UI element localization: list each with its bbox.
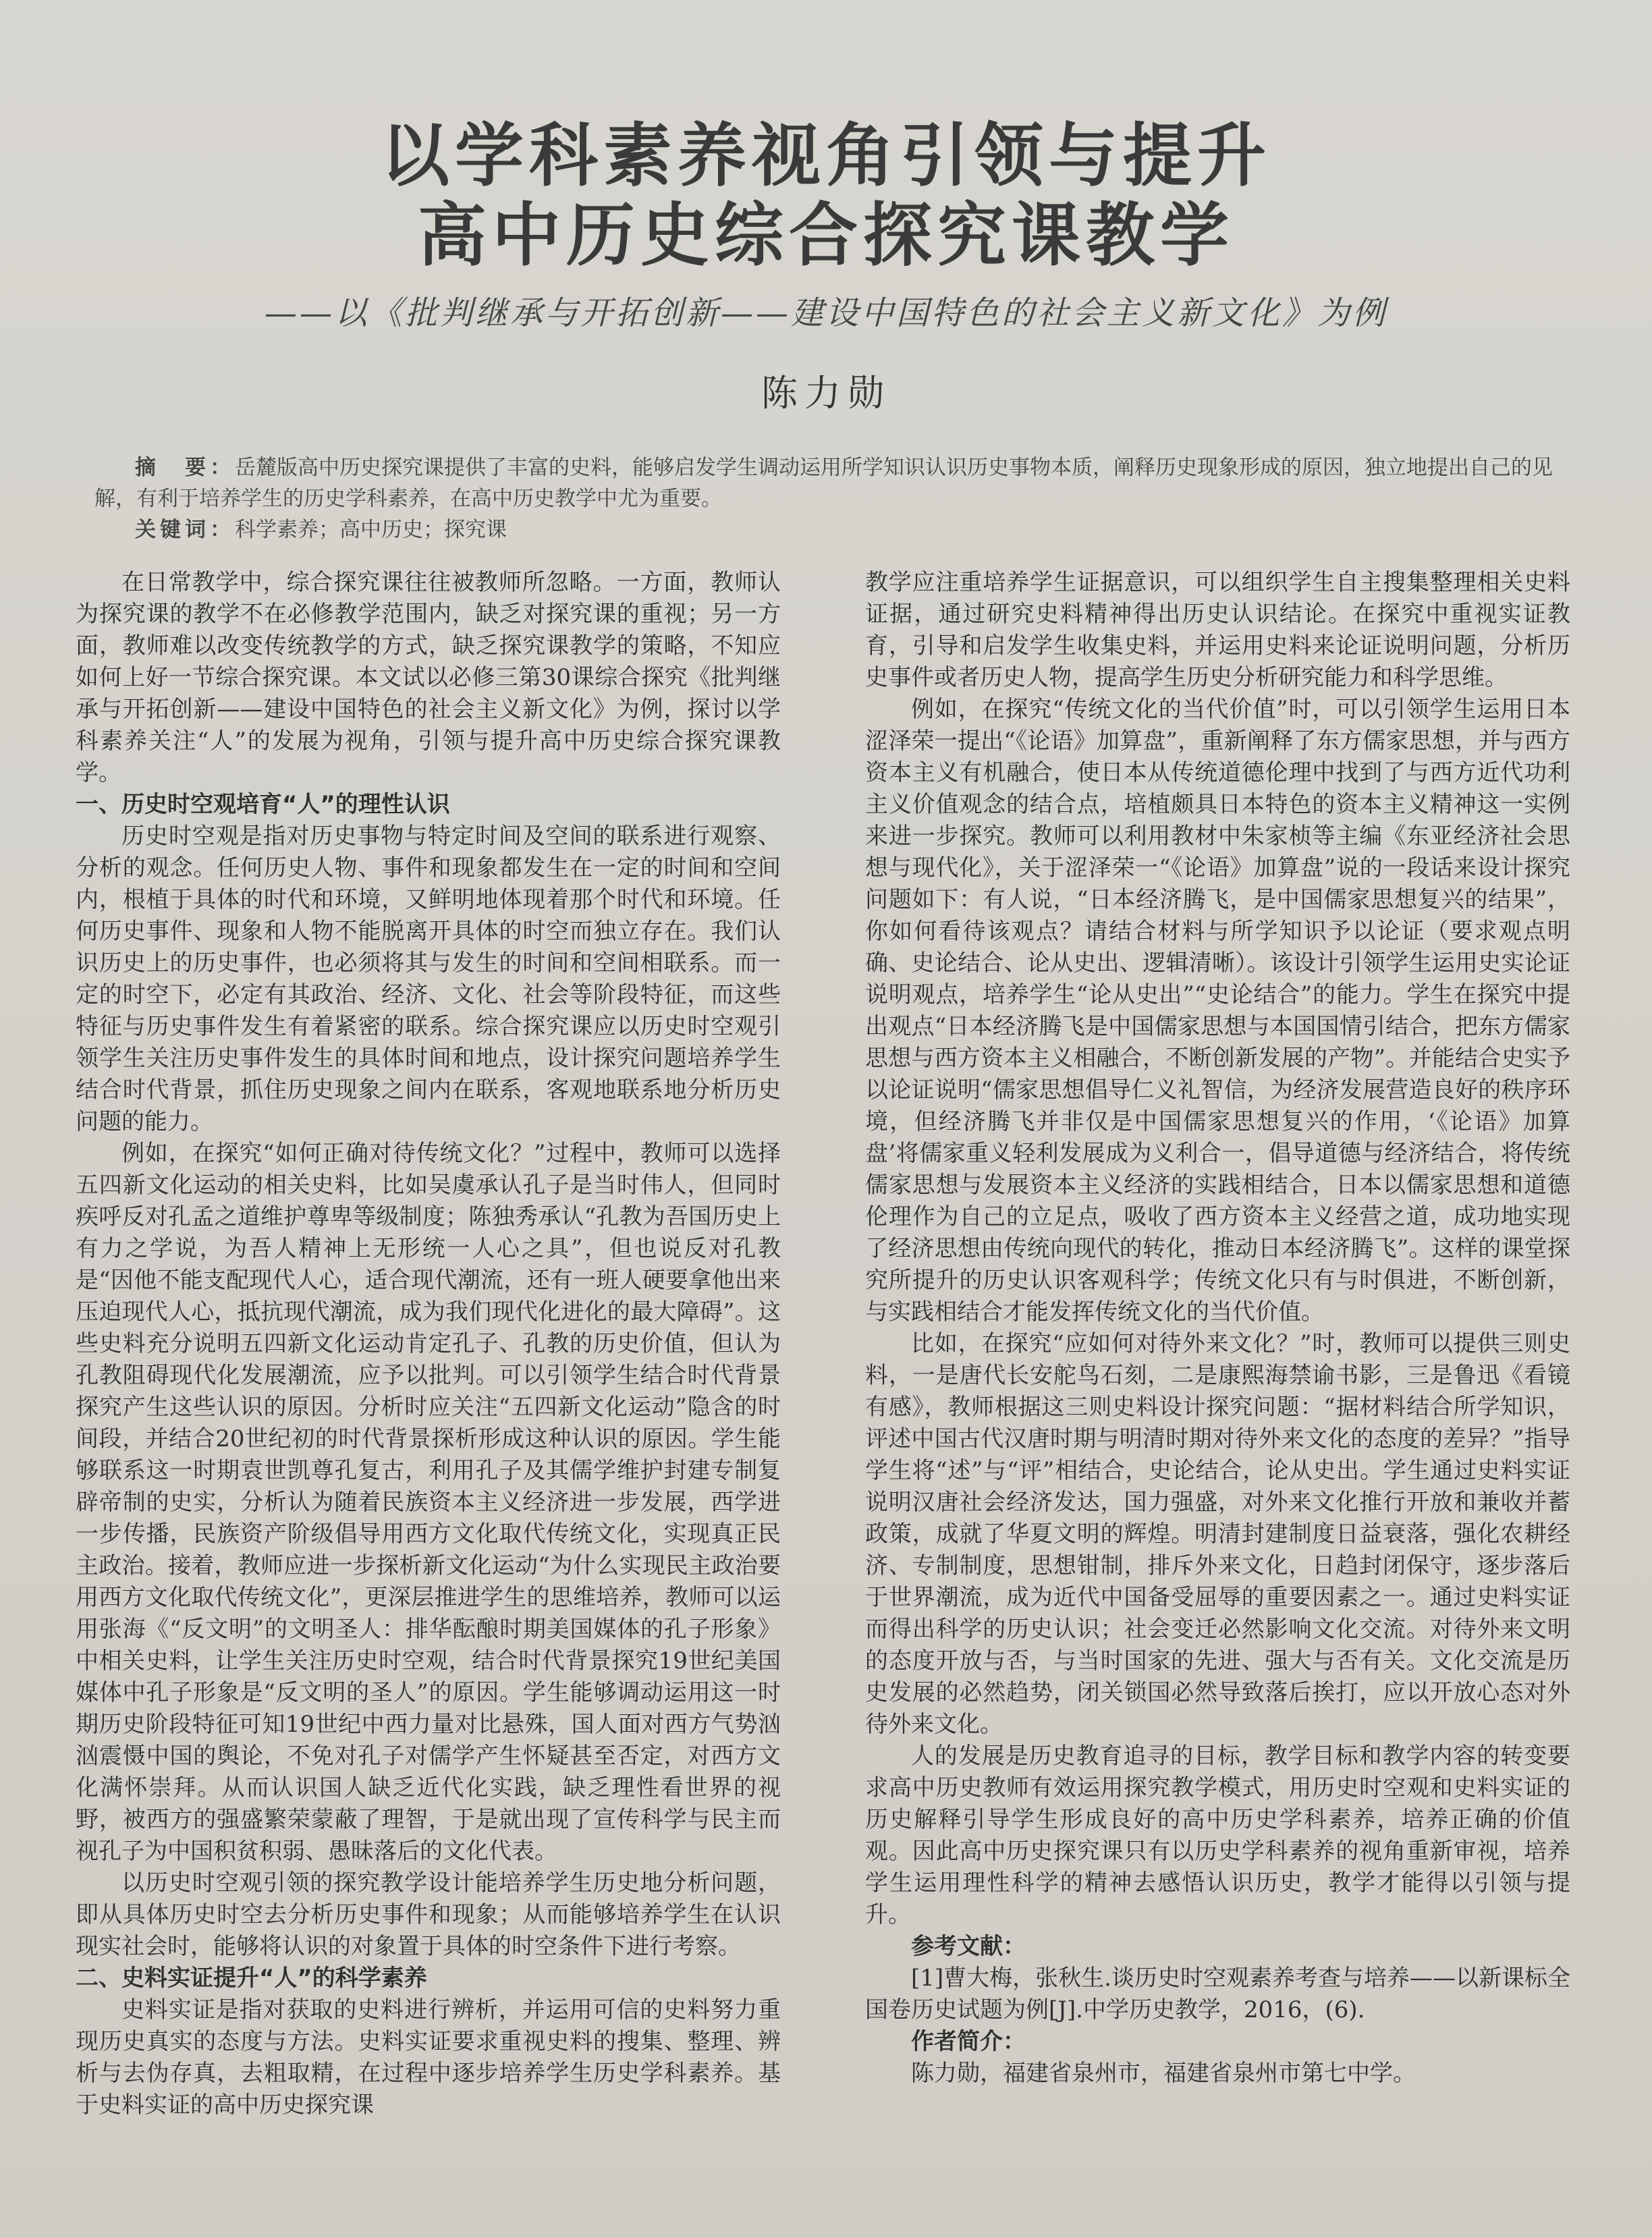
reference-item: [1]曹大梅，张秋生.谈历史时空观素养考查与培养——以新课标全国卷历史试题为例[J].中学历史教学，2016，(6). — [865, 1965, 1570, 2023]
body-paragraph: 例如，在探究“传统文化的当代价值”时，可以引领学生运用日本涩泽荣一提出“《论语》加算盘”，重新阐释了东方儒家思想，并与西方资本主义有机融合，使日本从传统道德伦理中找到了与西方近代功利主义价值观念的结合点，培植颇具日本特色的资本主义精神这一实例来进一步探究。教师可以利用教材中朱家桢等主编《东亚经济社会思想与现代化》，关于涩泽荣一“《论语》加算盘”说的一段话来设计探究问题如下：有人说，“日本经济腾飞，是中国儒家思想复兴的结果”，你如何看待该观点？请结合材料与所学知识予以论证（要求观点明确、史论结合、论从史出、逻辑清晰）。该设计引领学生运用史实论证说明观点，培养学生“论从史出”“史论结合”的能力。学生在探究中提出观点“日本经济腾飞是中国儒家思想与本国国情引结合，把东方儒家思想与西方资本主义相融合，不断创新发展的产物”。并能结合史实予以论证说明“儒家思想倡导仁义礼智信，为经济发展营造良好的秩序环境，但经济腾飞并非仅是中国儒家思想复兴的作用，‘《论语》加算盘’将儒家重义轻利发展成为义利合一，倡导道德与经济结合，将传统儒家思想与发展资本主义经济的实践相结合，日本以儒家思想和道德伦理作为自己的立足点，吸收了西方资本主义经营之道，成功地实现了经济思想由传统向现代的转化，推动日本经济腾飞”。这样的课堂探究所提升的历史认识客观科学；传统文化只有与时俱进，不断创新，与实践相结合才能发挥传统文化的当代价值。 — [865, 696, 1570, 1326]
section-heading-2: 二、史料实证提升“人”的科学素养 — [76, 1965, 427, 1992]
article-title-line2: 高中历史综合探究课教学 — [418, 196, 1234, 276]
abstract-text: 岳麓版高中历史探究课提供了丰富的史料，能够启发学生调动运用所学知识认识历史事物本质，阐释历史现象形成的原因，独立地提出自己的见解，有利于培养学生的历史学科素养，在高中历史教学中尤为重要。 — [94, 456, 1553, 511]
right-column — [865, 567, 1570, 2090]
author-bio-heading: 作者简介： — [911, 2028, 1026, 2055]
body-paragraph: 在日常教学中，综合探究课往往被教师所忽略。一方面，教师认为探究课的教学不在必修教学范围内，缺乏对探究课的重视；另一方面，教师难以改变传统教学的方式，缺乏探究课教学的策略，不知应如何上好一节综合探究课。本文试以必修三第30课综合探究《批判继承与开拓创新——建设中国特色的社会主义新文化》为例，探讨以学科素养关注“人”的发展为视角，引领与提升高中历史综合探究课教学。 — [76, 569, 781, 786]
author-bio: 陈力勋，福建省泉州市，福建省泉州市第七中学。 — [911, 2060, 1416, 2087]
keywords-text: 科学素养；高中历史；探究课 — [235, 518, 507, 542]
author-name: 陈力勋 — [761, 372, 891, 414]
body-paragraph: 教学应注重培养学生证据意识，可以组织学生自主搜集整理相关史料证据，通过研究史料精神得出历史认识结论。在探究中重视实证教育，引导和启发学生收集史料，并运用史料来论证说明问题，分析历史事件或者历史人物，提高学生历史分析研究能力和科学思维。 — [865, 569, 1570, 691]
body-paragraph: 以历史时空观引领的探究教学设计能培养学生历史地分析问题，即从具体历史时空去分析历史事件和现象；从而能够培养学生在认识现实社会时，能够将认识的对象置于具体的时空条件下进行考察。 — [76, 1869, 781, 1960]
abstract-label: 摘 要： — [135, 456, 235, 480]
body-paragraph: 史料实证是指对获取的史料进行辨析，并运用可信的史料努力重现历史真实的态度与方法。史料实证要求重视史料的搜集、整理、辨析与去伪存真，去粗取精，在过程中逐步培养学生历史学科素养。基于史料实证的高中历史探究课 — [76, 1996, 781, 2119]
body-paragraph: 历史时空观是指对历史事物与特定时间及空间的联系进行观察、分析的观念。任何历史人物、事件和现象都发生在一定的时间和空间内，根植于具体的时代和环境，又鲜明地体现着那个时代和环境。任何历史事件、现象和人物不能脱离开具体的时空而独立存在。我们认识历史上的历史事件，也必须将其与发生的时间和空间相联系。而一定的时空下，必定有其政治、经济、文化、社会等阶段特征，而这些特征与历史事件发生有着紧密的联系。综合探究课应以历史时空观引领学生关注历史事件发生的具体时间和地点，设计探究问题培养学生结合时代背景，抓住历史现象之间内在联系，客观地联系地分析历史问题的能力。 — [76, 823, 781, 1135]
abstract-block — [94, 452, 1566, 545]
keywords-line — [94, 514, 1566, 545]
references-heading: 参考文献： — [911, 1933, 1026, 1960]
section-heading-1: 一、历史时空观培育“人”的理性认识 — [76, 791, 450, 818]
keywords-label: 关键词： — [135, 518, 235, 542]
left-column — [76, 567, 781, 2121]
body-paragraph: 人的发展是历史教育追寻的目标，教学目标和教学内容的转变要求高中历史教师有效运用探究教学模式，用历史时空观和史料实证的历史解释引导学生形成良好的高中历史学科素养，培养正确的价值观。因此高中历史探究课只有以历史学科素养的视角重新审视，培养学生运用理性科学的精神去感悟认识历史，教学才能得以引领与提升。 — [865, 1743, 1570, 1928]
body-paragraph: 例如，在探究“如何正确对待传统文化？”过程中，教师可以选择五四新文化运动的相关史料，比如吴虞承认孔子是当时伟人，但同时疾呼反对孔孟之道维护尊卑等级制度；陈独秀承认“孔教为吾国历史上有力之学说，为吾人精神上无形统一人心之具”，但也说反对孔教是“因他不能支配现代人心，适合现代潮流，还有一班人硬要拿他出来压迫现代人心，抵抗现代潮流，成为我们现代化进化的最大障碍”。这些史料充分说明五四新文化运动肯定孔子、孔教的历史价值，但认为孔教阻碍现代化发展潮流，应予以批判。可以引领学生结合时代背景探究产生这些认识的原因。分析时应关注“五四新文化运动”隐含的时间段，并结合20世纪初的时代背景探析形成这种认识的原因。学生能够联系这一时期袁世凯尊孔复古，利用孔子及其儒学维护封建专制复辟帝制的史实，分析认为随着民族资本主义经济进一步发展，西学进一步传播，民族资产阶级倡导用西方文化取代传统文化，实现真正民主政治。接着，教师应进一步探析新文化运动“为什么实现民主政治要用西方文化取代传统文化”，更深层推进学生的思维培养，教师可以运用张海《“反文明”的文明圣人：排华酝酿时期美国媒体的孔子形象》中相关史料，让学生关注历史时空观，结合时代背景探究19世纪美国媒体中孔子形象是“反文明的圣人”的原因。学生能够调动运用这一时期历史阶段特征可知19世纪中西力量对比悬殊，国人面对西方气势汹汹震慑中国的舆论，不免对孔子对儒学产生怀疑甚至否定，对西方文化满怀崇拜。从而认识国人缺乏近代化实践，缺乏理性看世界的视野，被西方的强盛繁荣蒙蔽了理智，于是就出现了宣传科学与民主而视孔子为中国积贫积弱、愚昧落后的文化代表。 — [76, 1140, 781, 1865]
abstract-paragraph — [94, 452, 1566, 514]
article-subtitle: ——以《批判继承与开拓创新——建设中国特色的社会主义新文化》为例 — [264, 294, 1387, 332]
article-title-line1: 以学科素养视角引领与提升 — [381, 116, 1271, 196]
body-paragraph: 比如，在探究“应如何对待外来文化？”时，教师可以提供三则史料，一是唐代长安舵鸟石刻，二是康熙海禁谕书影，三是鲁迅《看镜有感》，教师根据这三则史料设计探究问题：“据材料结合所学知识，评述中国古代汉唐时期与明清时期对待外来文化的态度的差异？”指导学生将“述”与“评”相结合，史论结合，论从史出。学生通过史料实证说明汉唐社会经济发达，国力强盛，对外来文化推行开放和兼收并蓄政策，成就了华夏文明的辉煌。明清封建制度日益衰落，强化农耕经济、专制制度，思想钳制，排斥外来文化，日趋封闭保守，逐步落后于世界潮流，成为近代中国备受屈辱的重要因素之一。通过史料实证而得出科学的历史认识；社会变迁必然影响文化交流。对待外来文明的态度开放与否，与当时国家的先进、强大与否有关。文化交流是历史发展的必然趋势，闭关锁国必然导致落后挨打，应以开放心态对外待外来文化。 — [865, 1330, 1570, 1738]
